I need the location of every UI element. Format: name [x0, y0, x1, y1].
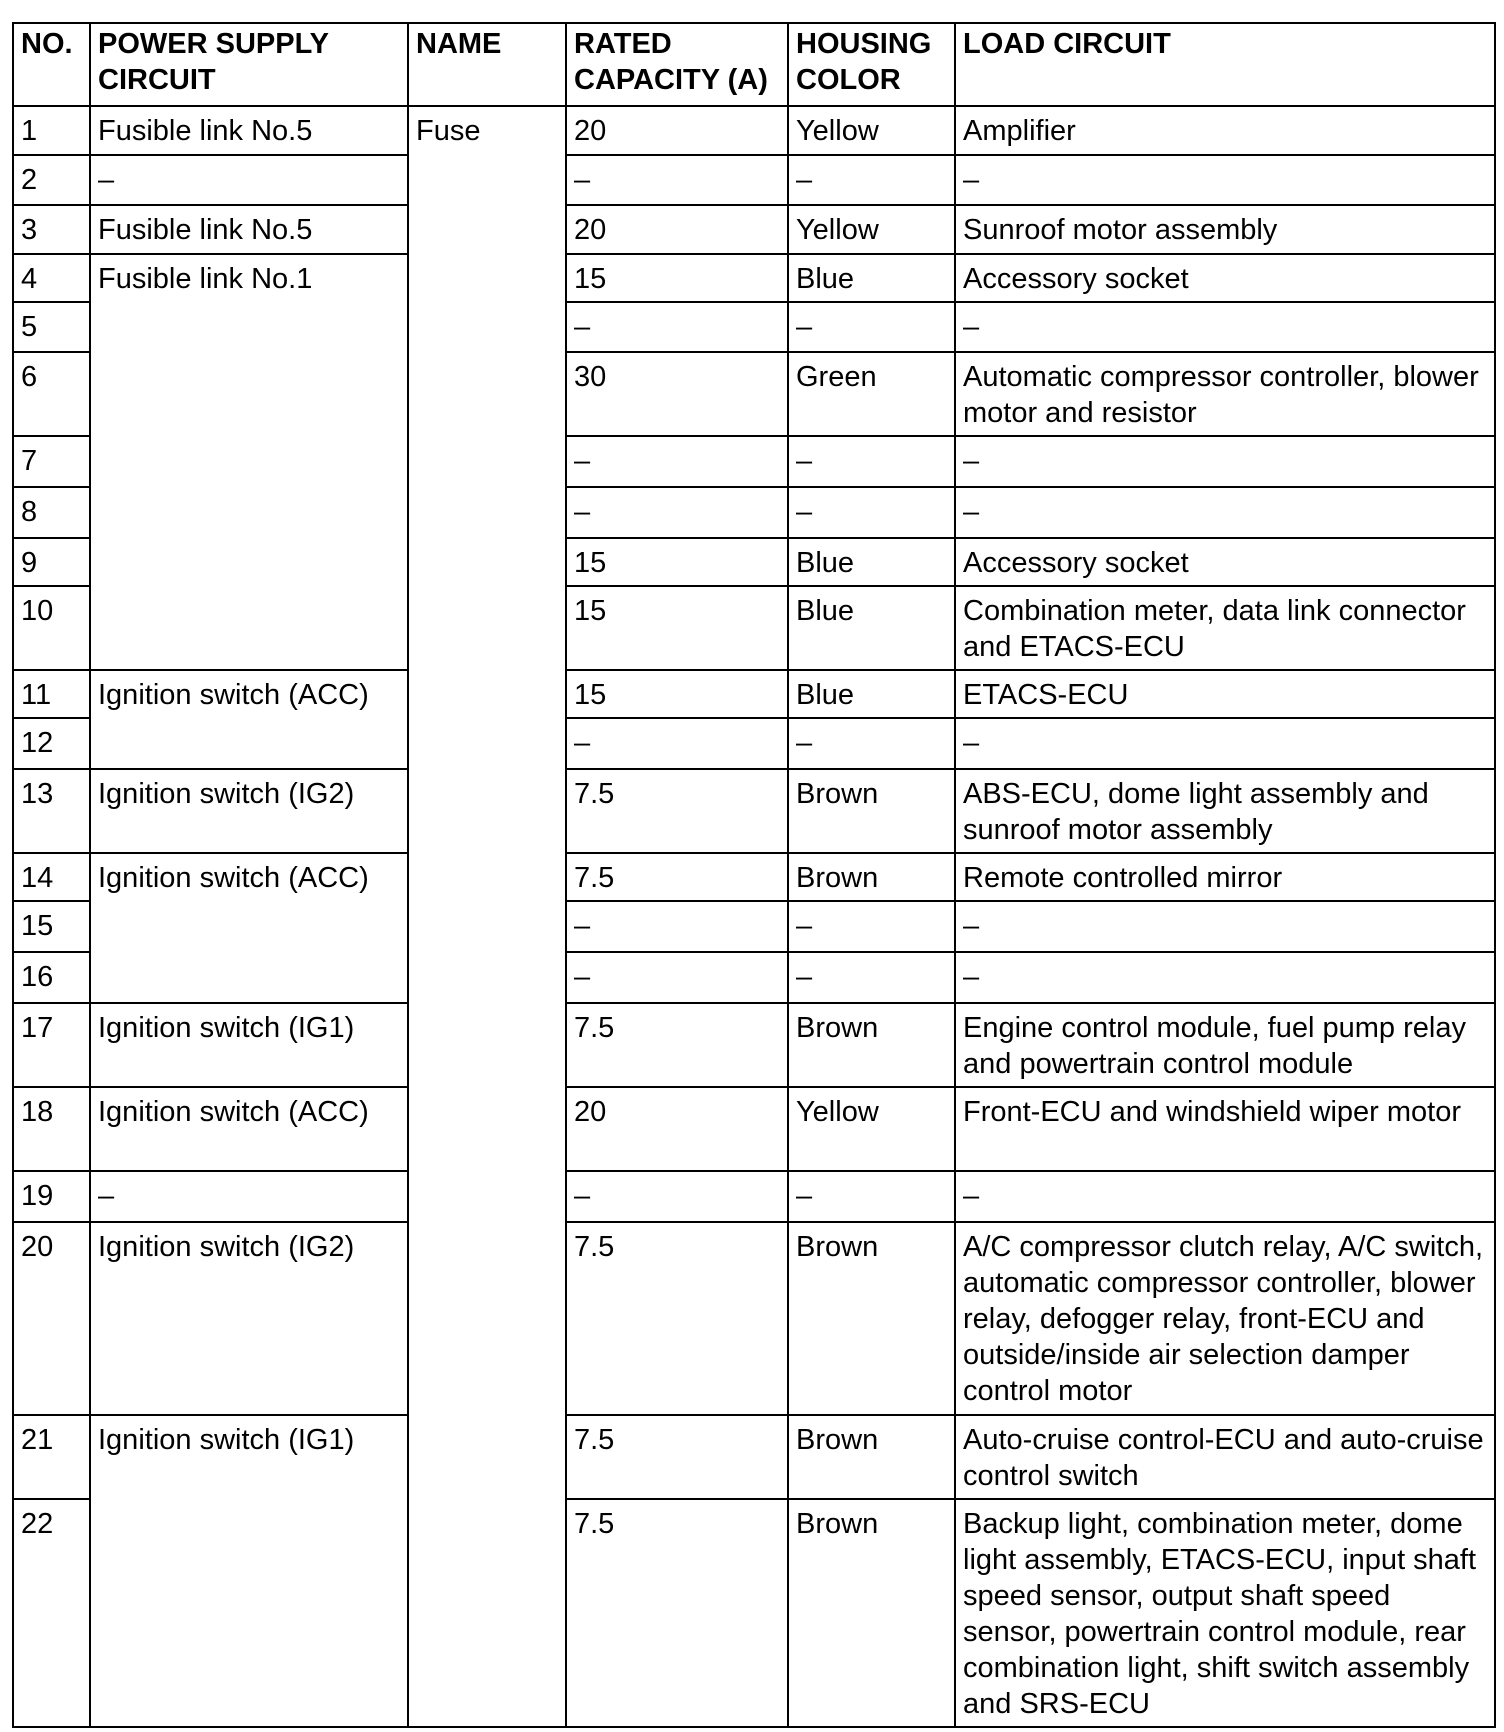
cell-no: 9 [13, 538, 90, 586]
cell-color: Brown [788, 1222, 955, 1415]
header-power-supply-circuit: POWER SUPPLY CIRCUIT [90, 23, 408, 106]
cell-color: Yellow [788, 205, 955, 254]
cell-power-supply: Ignition switch (IG1) [90, 1415, 408, 1727]
cell-no: 10 [13, 586, 90, 670]
cell-color: Blue [788, 538, 955, 586]
cell-no: 16 [13, 952, 90, 1003]
cell-power-supply: Ignition switch (ACC) [90, 853, 408, 1003]
header-name: NAME [408, 23, 566, 106]
header-rated-capacity: RATED CAPACITY (A) [566, 23, 788, 106]
cell-rated: 7.5 [566, 853, 788, 901]
cell-no: 17 [13, 1003, 90, 1087]
cell-rated: 15 [566, 670, 788, 718]
table-row [13, 254, 1495, 302]
cell-no: 14 [13, 853, 90, 901]
cell-color: Blue [788, 670, 955, 718]
cell-color: Brown [788, 1415, 955, 1499]
table-row [13, 1003, 1495, 1087]
header-row [13, 23, 1495, 106]
cell-color: Blue [788, 586, 955, 670]
cell-rated: 7.5 [566, 1415, 788, 1499]
cell-rated: – [566, 1171, 788, 1222]
cell-load: Backup light, combination meter, dome light assembly, ETACS-ECU, input shaft speed sensor, output shaft speed sensor, powertrain control module, rear combination light, shift switch assembly and SRS-ECU [955, 1499, 1495, 1727]
cell-power-supply: Fusible link No.1 [90, 254, 408, 670]
cell-load: Accessory socket [955, 254, 1495, 302]
cell-rated: – [566, 718, 788, 769]
cell-load: Accessory socket [955, 538, 1495, 586]
cell-load: Engine control module, fuel pump relay and powertrain control module [955, 1003, 1495, 1087]
cell-rated: – [566, 436, 788, 487]
table-row [13, 853, 1495, 901]
cell-rated: 7.5 [566, 1499, 788, 1727]
fuse-table [12, 22, 1496, 1728]
cell-rated: 7.5 [566, 1222, 788, 1415]
cell-load: Remote controlled mirror [955, 853, 1495, 901]
cell-no: 5 [13, 302, 90, 352]
cell-color: – [788, 436, 955, 487]
table-row [13, 106, 1495, 155]
cell-color: Green [788, 352, 955, 436]
cell-rated: 20 [566, 205, 788, 254]
cell-rated: 15 [566, 254, 788, 302]
cell-rated: – [566, 901, 788, 952]
cell-color: Brown [788, 769, 955, 853]
cell-load: – [955, 487, 1495, 538]
cell-load: A/C compressor clutch relay, A/C switch, automatic compressor controller, blower relay, defogger relay, front-ECU and outside/inside air selection damper control motor [955, 1222, 1495, 1415]
cell-no: 1 [13, 106, 90, 155]
cell-load: – [955, 436, 1495, 487]
cell-no: 13 [13, 769, 90, 853]
cell-color: Brown [788, 1499, 955, 1727]
cell-color: – [788, 718, 955, 769]
cell-color: – [788, 901, 955, 952]
cell-rated: 30 [566, 352, 788, 436]
cell-rated: – [566, 155, 788, 205]
cell-rated: – [566, 952, 788, 1003]
cell-power-supply: – [90, 1171, 408, 1222]
cell-load: Sunroof motor assembly [955, 205, 1495, 254]
cell-color: Yellow [788, 1087, 955, 1171]
table-row [13, 1222, 1495, 1415]
cell-power-supply: Ignition switch (ACC) [90, 670, 408, 769]
cell-no: 20 [13, 1222, 90, 1415]
cell-color: – [788, 952, 955, 1003]
cell-load: – [955, 1171, 1495, 1222]
cell-rated: 20 [566, 106, 788, 155]
table-row [13, 670, 1495, 718]
cell-rated: 7.5 [566, 1003, 788, 1087]
table-row [13, 769, 1495, 853]
header-housing-color: HOUSING COLOR [788, 23, 955, 106]
cell-no: 19 [13, 1171, 90, 1222]
cell-load: ETACS-ECU [955, 670, 1495, 718]
cell-no: 3 [13, 205, 90, 254]
cell-load: – [955, 302, 1495, 352]
cell-no: 2 [13, 155, 90, 205]
cell-load: ABS-ECU, dome light assembly and sunroof motor assembly [955, 769, 1495, 853]
cell-load: Amplifier [955, 106, 1495, 155]
cell-power-supply: Ignition switch (IG2) [90, 1222, 408, 1415]
cell-power-supply: – [90, 155, 408, 205]
cell-color: – [788, 1171, 955, 1222]
cell-load: – [955, 155, 1495, 205]
cell-color: Blue [788, 254, 955, 302]
cell-rated: 15 [566, 586, 788, 670]
table-row [13, 1087, 1495, 1171]
cell-load: – [955, 952, 1495, 1003]
cell-no: 4 [13, 254, 90, 302]
cell-rated: 15 [566, 538, 788, 586]
cell-load: – [955, 718, 1495, 769]
header-no: NO. [13, 23, 90, 106]
cell-color: – [788, 487, 955, 538]
cell-power-supply: Ignition switch (ACC) [90, 1087, 408, 1171]
cell-no: 12 [13, 718, 90, 769]
cell-load: Combination meter, data link connector and ETACS-ECU [955, 586, 1495, 670]
cell-color: Yellow [788, 106, 955, 155]
table-row [13, 205, 1495, 254]
cell-power-supply: Ignition switch (IG1) [90, 1003, 408, 1087]
cell-no: 15 [13, 901, 90, 952]
cell-color: Brown [788, 853, 955, 901]
cell-rated: – [566, 302, 788, 352]
table-row [13, 155, 1495, 205]
cell-color: Brown [788, 1003, 955, 1087]
cell-no: 18 [13, 1087, 90, 1171]
cell-no: 21 [13, 1415, 90, 1499]
cell-no: 22 [13, 1499, 90, 1727]
cell-power-supply: Ignition switch (IG2) [90, 769, 408, 853]
header-load-circuit: LOAD CIRCUIT [955, 23, 1495, 106]
cell-rated: 7.5 [566, 769, 788, 853]
cell-no: 8 [13, 487, 90, 538]
cell-load: Front-ECU and windshield wiper motor [955, 1087, 1495, 1171]
table-row [13, 1415, 1495, 1499]
cell-power-supply: Fusible link No.5 [90, 106, 408, 155]
cell-name: Fuse [408, 106, 566, 1727]
cell-power-supply: Fusible link No.5 [90, 205, 408, 254]
cell-load: Automatic compressor controller, blower motor and resistor [955, 352, 1495, 436]
cell-no: 7 [13, 436, 90, 487]
cell-color: – [788, 155, 955, 205]
cell-load: Auto-cruise control-ECU and auto-cruise control switch [955, 1415, 1495, 1499]
cell-rated: 20 [566, 1087, 788, 1171]
cell-rated: – [566, 487, 788, 538]
cell-no: 6 [13, 352, 90, 436]
cell-load: – [955, 901, 1495, 952]
cell-color: – [788, 302, 955, 352]
table-row [13, 1171, 1495, 1222]
cell-no: 11 [13, 670, 90, 718]
